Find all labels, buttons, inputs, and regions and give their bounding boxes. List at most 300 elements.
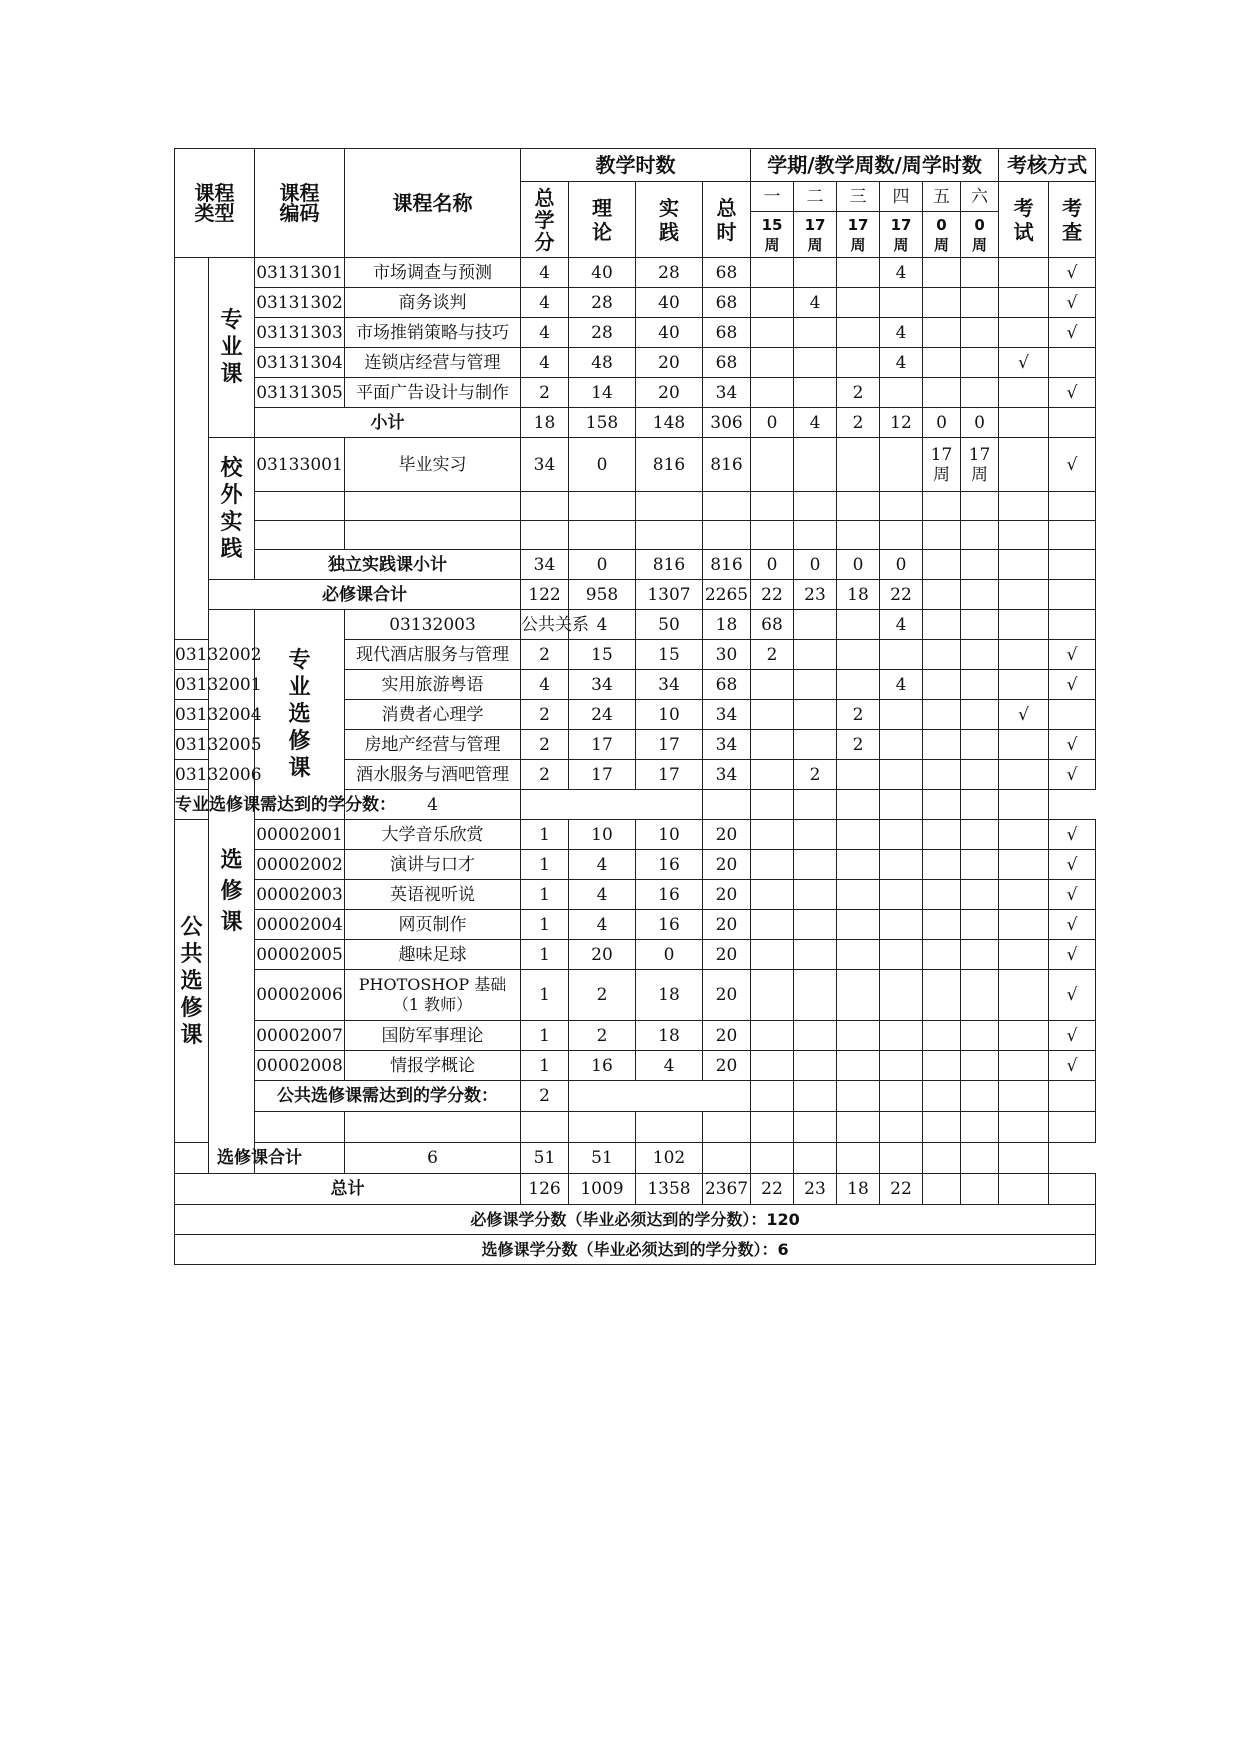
course-name: 趣味足球 [345, 940, 521, 970]
empty-cell [794, 492, 837, 521]
semester-cell [794, 910, 837, 940]
semester-cell: 4 [880, 348, 923, 378]
course-theory: 2 [569, 970, 636, 1021]
empty-cell [999, 492, 1049, 521]
semester-cell [837, 970, 880, 1021]
exam-cell [999, 378, 1049, 408]
check-cell [1049, 408, 1096, 438]
course-total: 34 [703, 730, 751, 760]
exam-cell [999, 640, 1049, 670]
public-elective-requirement-label: 公共选修课需达到的学分数： [255, 1081, 521, 1112]
semester-cell [794, 880, 837, 910]
empty-cell [880, 1081, 923, 1112]
empty-cell [751, 1081, 794, 1112]
header-semester-5: 五 [923, 182, 961, 212]
empty-cell [521, 790, 703, 820]
course-total: 20 [703, 1051, 751, 1081]
course-credits: 1 [521, 970, 569, 1021]
empty-cell [961, 1081, 999, 1112]
course-credits: 4 [521, 670, 569, 700]
course-credits: 4 [521, 318, 569, 348]
empty-cell [794, 521, 837, 550]
empty-cell [569, 1081, 751, 1112]
course-name: 演讲与口才 [345, 850, 521, 880]
course-total: 68 [703, 670, 751, 700]
semester-cell [837, 640, 880, 670]
semester-cell [880, 700, 923, 730]
semester-cell [837, 670, 880, 700]
semester-cell [794, 1051, 837, 1081]
course-practice: 40 [636, 288, 703, 318]
empty-cell [794, 1143, 837, 1174]
check-cell: √ [1049, 318, 1096, 348]
empty-cell [1049, 521, 1096, 550]
empty-cell [961, 790, 999, 820]
exam-cell [999, 258, 1049, 288]
semester-cell: 22 [880, 580, 923, 610]
check-cell: √ [1049, 288, 1096, 318]
course-credits: 1 [521, 910, 569, 940]
grand-total-label: 总计 [175, 1174, 521, 1205]
empty-cell [880, 521, 923, 550]
empty-cell [703, 1112, 751, 1143]
course-credits: 1 [521, 1051, 569, 1081]
semester-cell [923, 970, 961, 1021]
course-total: 816 [703, 438, 751, 492]
empty-cell [880, 1143, 923, 1174]
semester-cell: 0 [837, 550, 880, 580]
grand-total-theory: 1009 [569, 1174, 636, 1205]
empty-cell [923, 1112, 961, 1143]
exam-cell: √ [999, 700, 1049, 730]
header-semester: 学期/教学周数/周学时数 [751, 149, 999, 182]
course-practice: 0 [636, 940, 703, 970]
semester-cell [751, 700, 794, 730]
empty-cell [999, 1081, 1049, 1112]
semester-cell [961, 1051, 999, 1081]
empty-cell [961, 1143, 999, 1174]
course-total: 68 [703, 348, 751, 378]
course-code: 00002002 [255, 850, 345, 880]
empty-cell [1049, 492, 1096, 521]
course-practice: 18 [636, 1021, 703, 1051]
semester-cell [923, 820, 961, 850]
course-code: 03131305 [255, 378, 345, 408]
course-total: 20 [703, 970, 751, 1021]
empty-cell [999, 1174, 1049, 1205]
empty-cell [1049, 1081, 1096, 1112]
empty-cell [923, 1174, 961, 1205]
course-theory: 28 [569, 318, 636, 348]
semester-cell [751, 880, 794, 910]
check-cell: √ [1049, 258, 1096, 288]
empty-cell [1049, 1112, 1096, 1143]
semester-cell [923, 610, 961, 640]
exam-cell [999, 1021, 1049, 1051]
semester-cell: 2 [794, 760, 837, 790]
empty-cell [961, 1174, 999, 1205]
empty-cell [923, 492, 961, 521]
header-check: 考 查 [1049, 182, 1096, 258]
check-cell: √ [1049, 730, 1096, 760]
course-name: 商务谈判 [345, 288, 521, 318]
empty-cell [961, 492, 999, 521]
semester-cell [837, 820, 880, 850]
course-credits: 1 [521, 940, 569, 970]
total-practice: 51 [569, 1143, 636, 1174]
semester-cell: 4 [880, 258, 923, 288]
course-code: 03131302 [255, 288, 345, 318]
semester-cell [880, 378, 923, 408]
course-credits: 2 [521, 640, 569, 670]
semester-cell [880, 880, 923, 910]
semester-cell [837, 880, 880, 910]
course-total: 68 [703, 318, 751, 348]
semester-cell [837, 1051, 880, 1081]
semester-cell [794, 258, 837, 288]
check-cell: √ [1049, 640, 1096, 670]
course-credits: 2 [521, 700, 569, 730]
semester-cell [961, 700, 999, 730]
empty-cell [794, 1112, 837, 1143]
empty-cell [923, 521, 961, 550]
course-name: 平面广告设计与制作 [345, 378, 521, 408]
course-practice: 28 [636, 258, 703, 288]
grand-total-practice: 1358 [636, 1174, 703, 1205]
semester-cell [923, 640, 961, 670]
course-practice: 15 [636, 640, 703, 670]
empty-cell [999, 521, 1049, 550]
course-practice: 17 [636, 730, 703, 760]
exam-cell [999, 850, 1049, 880]
course-credits: 4 [521, 288, 569, 318]
semester-cell [961, 670, 999, 700]
major-elective-requirement-label: 专业选修课需达到的学分数： [175, 790, 255, 820]
total-credits: 6 [345, 1143, 521, 1174]
header-semester-4: 四 [880, 182, 923, 212]
empty-cell [703, 492, 751, 521]
course-code: 00002005 [255, 940, 345, 970]
semester-cell [923, 700, 961, 730]
course-practice: 10 [636, 700, 703, 730]
semester-cell: 18 [837, 580, 880, 610]
course-name: 国防军事理论 [345, 1021, 521, 1051]
course-code: 03131301 [255, 258, 345, 288]
course-name: 大学音乐欣赏 [345, 820, 521, 850]
course-code: 03133001 [255, 438, 345, 492]
requirement-credits: 4 [345, 790, 521, 820]
semester-cell: 2 [837, 378, 880, 408]
exam-cell [999, 318, 1049, 348]
course-code: 03132003 [345, 610, 521, 640]
course-name: 消费者心理学 [345, 700, 521, 730]
semester-cell [961, 880, 999, 910]
exam-cell [999, 408, 1049, 438]
semester-cell [794, 640, 837, 670]
semester-cell: 2 [837, 408, 880, 438]
semester-cell [880, 640, 923, 670]
empty-cell [521, 1112, 569, 1143]
exam-cell [999, 760, 1049, 790]
course-total: 20 [703, 880, 751, 910]
exam-cell [1049, 610, 1096, 640]
semester-cell [794, 940, 837, 970]
semester-cell [923, 288, 961, 318]
semester-cell [961, 730, 999, 760]
semester-cell [961, 288, 999, 318]
semester-cell [923, 348, 961, 378]
semester-cell [880, 1051, 923, 1081]
category-public-elective: 公 共 选 修 课 [175, 820, 209, 1143]
subtotal-credits: 18 [521, 408, 569, 438]
semester-cell [923, 318, 961, 348]
semester-cell [794, 700, 837, 730]
semester-cell [961, 550, 999, 580]
course-code: 03132006 [175, 760, 209, 790]
course-credits: 34 [521, 438, 569, 492]
empty-cell [837, 1081, 880, 1112]
requirement-credits: 2 [521, 1081, 569, 1112]
semester-cell [923, 940, 961, 970]
semester-cell: 4 [880, 670, 923, 700]
course-name: 市场推销策略与技巧 [345, 318, 521, 348]
course-practice: 34 [636, 670, 703, 700]
semester-cell [961, 1021, 999, 1051]
semester-cell [794, 1021, 837, 1051]
header-exam: 考 试 [999, 182, 1049, 258]
course-total: 20 [703, 820, 751, 850]
empty-cell [521, 521, 569, 550]
semester-cell [837, 1021, 880, 1051]
course-credits: 4 [521, 258, 569, 288]
exam-cell [999, 580, 1049, 610]
empty-cell [703, 521, 751, 550]
course-theory: 17 [569, 730, 636, 760]
semester-cell [961, 970, 999, 1021]
total-hours: 2265 [703, 580, 751, 610]
empty-cell [255, 1112, 345, 1143]
course-code: 00002006 [255, 970, 345, 1021]
header-weeks-2: 17 周 [794, 212, 837, 258]
empty-cell [345, 492, 521, 521]
semester-cell [880, 970, 923, 1021]
semester-cell: 0 [961, 408, 999, 438]
exam-cell [999, 730, 1049, 760]
semester-cell [751, 760, 794, 790]
subtotal-total: 306 [703, 408, 751, 438]
header-weeks-4: 17 周 [880, 212, 923, 258]
semester-cell [880, 438, 923, 492]
check-cell: √ [1049, 1051, 1096, 1081]
course-credits: 4 [521, 348, 569, 378]
semester-cell: 12 [880, 408, 923, 438]
empty-cell [703, 790, 751, 820]
check-cell: √ [1049, 438, 1096, 492]
empty-cell [880, 492, 923, 521]
empty-cell [999, 1143, 1049, 1174]
course-credits: 2 [521, 760, 569, 790]
course-total: 20 [703, 1021, 751, 1051]
course-code: 03132004 [175, 700, 209, 730]
semester-cell: 4 [880, 318, 923, 348]
course-total: 34 [703, 378, 751, 408]
semester-cell [837, 318, 880, 348]
total-practice: 1307 [636, 580, 703, 610]
course-theory: 4 [569, 880, 636, 910]
header-weeks-5: 0 周 [923, 212, 961, 258]
course-credits: 4 [569, 610, 636, 640]
course-theory: 4 [569, 850, 636, 880]
header-semester-6: 六 [961, 182, 999, 212]
semester-cell [794, 610, 837, 640]
course-theory: 20 [569, 940, 636, 970]
empty-cell [255, 492, 345, 521]
semester-cell [751, 318, 794, 348]
check-cell [1049, 580, 1096, 610]
semester-cell: 0 [751, 550, 794, 580]
semester-cell: 0 [794, 550, 837, 580]
course-practice: 16 [636, 850, 703, 880]
semester-cell [923, 880, 961, 910]
subtotal-credits: 34 [521, 550, 569, 580]
subtotal-theory: 158 [569, 408, 636, 438]
semester-cell [923, 1021, 961, 1051]
course-theory: 4 [569, 910, 636, 940]
header-course-name: 课程名称 [345, 149, 521, 258]
empty-cell [255, 521, 345, 550]
empty-cell [521, 492, 569, 521]
semester-cell [837, 438, 880, 492]
curriculum-table [174, 148, 1096, 1265]
course-theory: 34 [569, 670, 636, 700]
elective-total-label: 选修课合计 [175, 1143, 345, 1174]
total-hours: 102 [636, 1143, 703, 1174]
empty-cell [999, 790, 1049, 820]
course-practice: 40 [636, 318, 703, 348]
course-credits: 1 [521, 880, 569, 910]
check-cell: √ [1049, 378, 1096, 408]
semester-cell [794, 348, 837, 378]
course-credits: 2 [521, 730, 569, 760]
semester-cell [961, 910, 999, 940]
check-cell [1049, 348, 1096, 378]
exam-cell [999, 550, 1049, 580]
semester-cell [794, 670, 837, 700]
course-practice: 10 [636, 820, 703, 850]
semester-cell [837, 258, 880, 288]
course-code: 00002001 [255, 820, 345, 850]
semester-cell: 18 [837, 1174, 880, 1205]
course-code: 03132002 [175, 640, 209, 670]
semester-cell [751, 670, 794, 700]
semester-cell: 17 周 [923, 438, 961, 492]
empty-cell [751, 790, 794, 820]
empty-cell [636, 521, 703, 550]
semester-cell [961, 640, 999, 670]
course-theory: 14 [569, 378, 636, 408]
subtotal-total: 816 [703, 550, 751, 580]
required-total-label: 必修课合计 [209, 580, 521, 610]
semester-cell [751, 730, 794, 760]
course-name: 现代酒店服务与管理 [345, 640, 521, 670]
category-major-course: 专 业 课 [209, 258, 255, 438]
check-cell: √ [1049, 910, 1096, 940]
semester-cell: 4 [794, 288, 837, 318]
empty-cell [837, 1143, 880, 1174]
semester-cell [751, 438, 794, 492]
semester-cell [794, 850, 837, 880]
semester-cell [837, 910, 880, 940]
required-category-cell [175, 258, 209, 640]
course-total: 68 [703, 258, 751, 288]
semester-cell [751, 258, 794, 288]
course-practice: 16 [636, 880, 703, 910]
semester-cell [961, 318, 999, 348]
semester-cell [837, 850, 880, 880]
course-total: 34 [703, 760, 751, 790]
course-total: 20 [703, 910, 751, 940]
exam-cell [999, 288, 1049, 318]
semester-cell [923, 258, 961, 288]
exam-cell [999, 670, 1049, 700]
major-subtotal-label: 小计 [255, 408, 521, 438]
exam-cell [999, 438, 1049, 492]
semester-cell [961, 850, 999, 880]
course-code: 00002004 [255, 910, 345, 940]
semester-cell: 0 [880, 550, 923, 580]
semester-cell: 4 [880, 610, 923, 640]
course-practice: 16 [636, 910, 703, 940]
course-name: 英语视听说 [345, 880, 521, 910]
grand-total-credits: 126 [521, 1174, 569, 1205]
course-practice: 20 [636, 378, 703, 408]
category-elective: 选 修 课 [209, 610, 255, 1174]
semester-cell [923, 580, 961, 610]
header-semester-1: 一 [751, 182, 794, 212]
semester-cell [880, 288, 923, 318]
semester-cell [961, 820, 999, 850]
semester-cell: 23 [794, 580, 837, 610]
semester-cell [751, 1021, 794, 1051]
course-name: PHOTOSHOP 基础（1 教师） [345, 970, 521, 1021]
course-practice: 18 [703, 610, 751, 640]
semester-cell: 0 [751, 408, 794, 438]
subtotal-practice: 816 [636, 550, 703, 580]
subtotal-practice: 148 [636, 408, 703, 438]
course-name: 情报学概论 [345, 1051, 521, 1081]
semester-cell [794, 730, 837, 760]
course-theory: 50 [636, 610, 703, 640]
header-weeks-6: 0 周 [961, 212, 999, 258]
grand-total-hours: 2367 [703, 1174, 751, 1205]
semester-cell [794, 318, 837, 348]
semester-cell [880, 1021, 923, 1051]
header-weeks-3: 17 周 [837, 212, 880, 258]
exam-cell [999, 940, 1049, 970]
semester-cell [923, 1051, 961, 1081]
semester-cell [880, 730, 923, 760]
check-cell: √ [1049, 850, 1096, 880]
course-theory: 40 [569, 258, 636, 288]
exam-cell [999, 820, 1049, 850]
semester-cell [923, 670, 961, 700]
semester-cell [880, 940, 923, 970]
empty-cell [569, 521, 636, 550]
empty-cell [794, 790, 837, 820]
semester-cell [751, 850, 794, 880]
header-semester-2: 二 [794, 182, 837, 212]
empty-cell [837, 1112, 880, 1143]
